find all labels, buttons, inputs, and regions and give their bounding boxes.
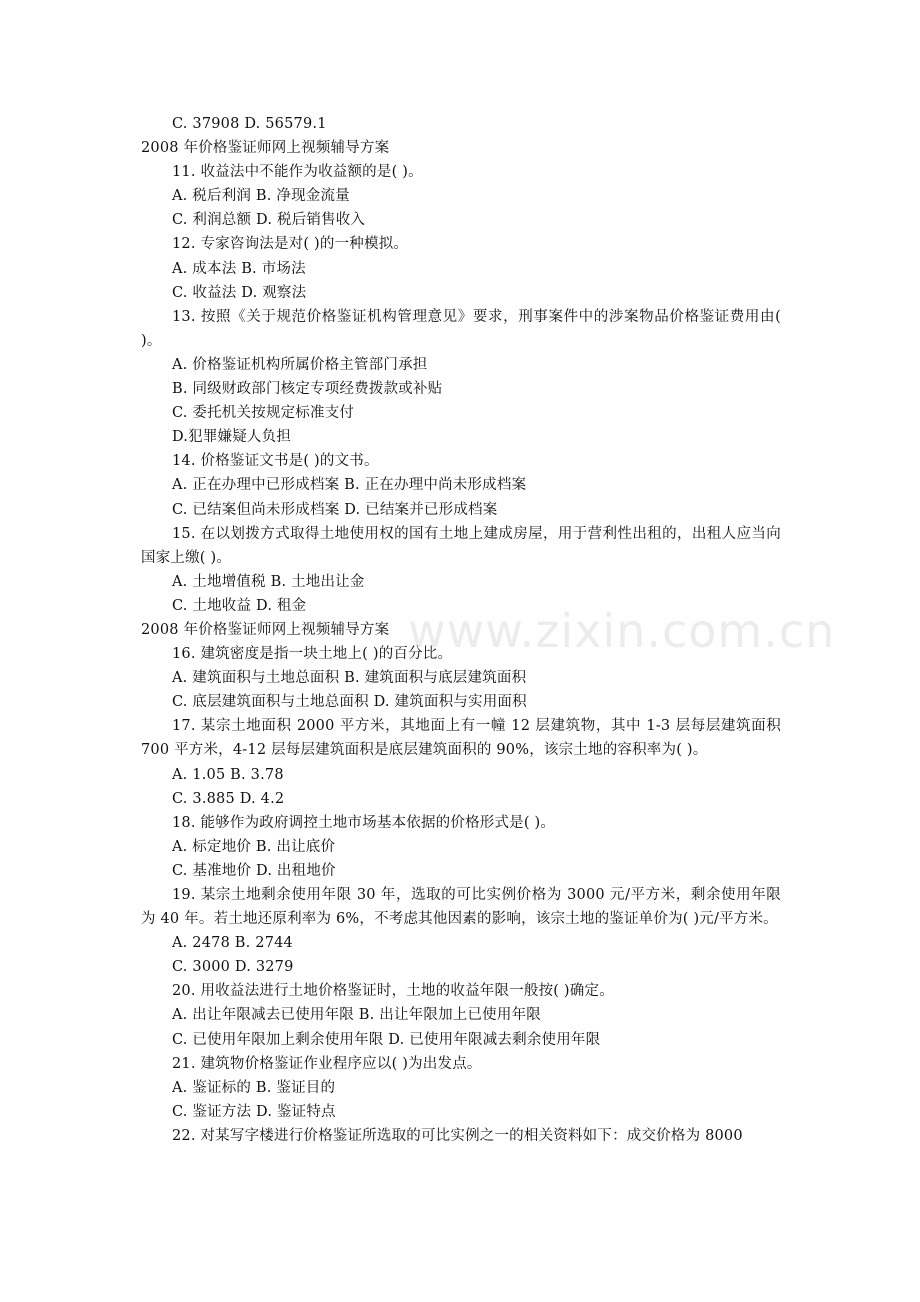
- text-line: C. 3000 D. 3279: [172, 959, 294, 976]
- text-line: A. 鉴证标的 B. 鉴证目的: [172, 1079, 336, 1096]
- text-line: A. 建筑面积与土地总面积 B. 建筑面积与底层建筑面积: [172, 670, 527, 687]
- section-header: 2008 年价格鉴证师网上视频辅导方案: [141, 621, 390, 638]
- text-line: 21. 建筑物价格鉴证作业程序应以( )为出发点。: [172, 1055, 482, 1072]
- text-line: 18. 能够作为政府调控土地市场基本依据的价格形式是( )。: [172, 814, 556, 831]
- watermark-text: www.zixin.com.cn: [408, 604, 836, 658]
- text-line: A. 成本法 B. 市场法: [172, 260, 306, 277]
- text-line: A. 标定地价 B. 出让底价: [172, 838, 336, 855]
- text-line: A. 价格鉴证机构所属价格主管部门承担: [172, 356, 428, 373]
- text-line: D.犯罪嫌疑人负担: [172, 429, 292, 446]
- document-body: [141, 112, 781, 1148]
- text-line: 22. 对某写字楼进行价格鉴证所选取的可比实例之一的相关资料如下：成交价格为 8000: [172, 1127, 743, 1144]
- text-line: C. 土地收益 D. 租金: [172, 597, 307, 614]
- text-line: 15. 在以划拨方式取得土地使用权的国有土地上建成房屋，用于营利性出租的，出租人应当向国家上缴( )。: [141, 525, 781, 566]
- text-line: C. 已使用年限加上剩余使用年限 D. 已使用年限减去剩余使用年限: [172, 1031, 601, 1048]
- text-line: A. 1.05 B. 3.78: [172, 766, 284, 783]
- text-line: 19. 某宗土地剩余使用年限 30 年，选取的可比实例价格为 3000 元/平方米，剩余使用年限为 40 年。若土地还原利率为 6%，不考虑其他因素的影响，该宗土地的鉴证单价为( )元/平方米。: [141, 887, 781, 928]
- text-line: 14. 价格鉴证文书是( )的文书。: [172, 453, 379, 470]
- text-line: A. 正在办理中已形成档案 B. 正在办理中尚未形成档案: [172, 477, 527, 494]
- text-line: A. 税后利润 B. 净现金流量: [172, 188, 350, 205]
- text-line: 17. 某宗土地面积 2000 平方米，其地面上有一幢 12 层建筑物，其中 1-3 层每层建筑面积 700 平方米，4-12 层每层建筑面积是底层建筑面积的 90%，该宗土地的容积率为( )。: [141, 718, 781, 759]
- text-line: C. 3.885 D. 4.2: [172, 790, 285, 807]
- section-header: 2008 年价格鉴证师网上视频辅导方案: [141, 140, 390, 157]
- text-line: A. 2478 B. 2744: [172, 935, 293, 952]
- text-line: C. 委托机关按规定标准支付: [172, 405, 355, 422]
- text-line: 11. 收益法中不能作为收益额的是( )。: [172, 164, 423, 181]
- text-line: C. 利润总额 D. 税后销售收入: [172, 212, 366, 229]
- text-line: 12. 专家咨询法是对( )的一种模拟。: [172, 236, 409, 253]
- text-line: 20. 用收益法进行土地价格鉴证时，土地的收益年限一般按( )确定。: [172, 983, 614, 1000]
- text-line: C. 基准地价 D. 出租地价: [172, 862, 336, 879]
- text-line: A. 土地增值税 B. 土地出让金: [172, 573, 365, 590]
- text-line: A. 出让年限减去已使用年限 B. 出让年限加上已使用年限: [172, 1007, 541, 1024]
- text-line: 13. 按照《关于规范价格鉴证机构管理意见》要求，刑事案件中的涉案物品价格鉴证费用由( )。: [141, 308, 781, 349]
- text-line: C. 鉴证方法 D. 鉴证特点: [172, 1103, 336, 1120]
- text-line: 16. 建筑密度是指一块土地上( )的百分比。: [172, 646, 453, 663]
- text-line: C. 已结案但尚未形成档案 D. 已结案并已形成档案: [172, 501, 498, 518]
- text-line: B. 同级财政部门核定专项经费拨款或补贴: [172, 381, 443, 398]
- text-line: C. 底层建筑面积与土地总面积 D. 建筑面积与实用面积: [172, 694, 527, 711]
- text-line: C. 37908 D. 56579.1: [172, 116, 327, 132]
- text-line: C. 收益法 D. 观察法: [172, 284, 307, 301]
